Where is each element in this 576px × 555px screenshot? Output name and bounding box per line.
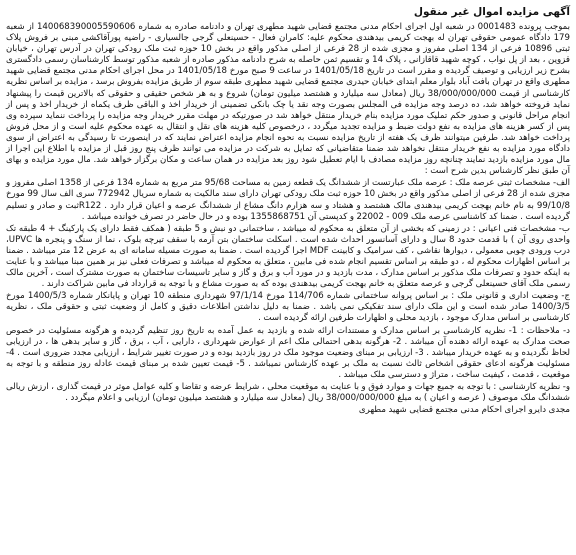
notice-title: آگهی مزایده اموال غیر منقول <box>413 6 570 18</box>
notice-paragraph-remarks: د- ملاحظات : 1- نظریه کارشناسی بر اساس مدارک و مستندات ارائه شده و بازدید به عمل آمده به تاریخ روز تنظیم گردیده و هرگونه مسئولیت در خصوص صحت مدارک به عهده ارائه دهنده آن میباشد . 2- هرگونه بدهی احتمالی ملک اعم از عوارض شهرداری ، دارایی ، آب ، برق ، گاز و سایر بدهی ها ، در ارزیابی لحاظ نگردیده و به عهده خریدار میباشد . 3- ارزیابی بر مبنای وضعیت موجود ملک در روز بازدید بوده و در صورت تغییر شرایط ، ارزیابی مجدد ضروری است . 4- مسئولیت هرگونه ادعای حقوقی اشخاص ثالث نسبت به ملک بر عهده کارشناس نمیباشد . 5- قیمت تعیین شده بر مبنای قیمت عادله روز منطقه و با توجه به موقعیت ، قدمت ، کیفیت ساخت ، متراژ و دسترسی ملک میباشد . <box>6 325 571 380</box>
notice-paragraph-intro: بموجب پرونده 0001483 در شعبه اول اجرای احکام مدنی مجتمع قضایی شهید مطهری تهران و دادنامه صادره به شماره 140068390005590606 از شعبه 179 دادگاه عمومی حقوقی تهران له بهجت کریمی بیدهندی محکوم علیه: کامران فعال - حسینعلی گرجی جالسیاری - راضیه پورآقاکشی مبنی بر فروش پلاک ثبتی 10896 فرعی از 134 اصلی مفروز و مجزی شده از 28 فرعی از اصلی مذکور واقع در بخش 10 حوزه ثبت ملک رودکی تهران در آدرس تهران ، خیابان قزوین ، بعد از پل نواب ، کوچه شهید قاقازانی ، پلاک 14 و تقسیم ثمن حاصله به شرح دادنامه مذکور صادره از شعبه مذکور توسط کارشناسان رسمی دادگستری بشرح زیر ارزیابی و توصیف گردیده و مقرر است در تاریخ 1401/05/18 در ساعت 9 صبح مورخ 1401/05/18 در محل اجرای احکام مدنی مجتمع قضایی شهید مطهری واقع در تهران بافت آباد بلوار معلم ابتدای خیابان حیدری مجتمع قضایی شهید مطهری طبقه سوم از طریق مزایده بفروش برسد ، مزایده بر اساس نظریه کارشناسی از قیمت 38/000/000/000 ریال (معادل سه میلیارد و هشتصد میلیون تومان) شروع و به هر شخص حقیقی و حقوقی که بالاترین قیمت را پیشنهاد نماید فروخته خواهد شد، ده درصد وجه مزایده فی المجلس بصورت وجه نقد یا چک بانکی تضمینی از خریدار اخذ و الباقی ظرف یکماه از خریدار اخذ و پس از انجام مراحل قانونی و صدور حکم تملیک مورد مزایده بنام خریدار منتقل خواهد شد در صورتیکه در مهلت مقرر خریدار وجه مزایده را پرداخت ننماید سپرده وی پس از کسر هزینه های مزایده به نفع دولت ضبط و مزایده تجدید میگردد ، درخصوص کلیه هزینه های نقل و انتقال به عهده محکوم علیه است و از محل فروش پرداخت خواهد شد. طرفین میتوانند ظرف یک هفته از تاریخ مزایده نسبت به نحوه انجام مزایده اعتراض نمایند که در اینصورت تا رسیدگی به اعتراض از سوی دادگاه مورد مزایده به نفع خریدار منتقل نخواهد شد ضمنا متقاضیانی که تمایل به شرکت در مزایده می توانند ظرف پنج روز قبل از مزایده با اطلاع این اجرا از مال مورد مزایده بازدید نمایند چنانچه روز مزایده مصادف با ایام تعطیل شود روز بعد مزایده در همان ساعت و مکان برگزار خواهد شد. مال مورد مزایده و بهای آن طبق نظر کارشناس بدین شرح است : <box>6 22 570 177</box>
notice-paragraph-technical: ب- مشخصات فنی اعیانی : در زمینی که بخشی از آن متعلق به محکوم له میباشد ، ساختمانی دو نبش و 5 طبقه ( همکف فقط دارای یک پارکینگ + 4 طبقه تک واحدی روی آن ) با قدمت حدود 8 سال و دارای آسانسور احداث شده است . اسکلت ساختمان بتن آرمه با سقف تیرچه بلوک ، نما از سنگ و پنجره ها UPVC، درب ورودی چوبی معمولی ، دیوارها نقاشی ، کف سرامیک و کابینت MDF اجرا گردیده است . ضمنا به صورت مسیله سامانه ای به عرض 12 متر میباشد . ضمنا بر اساس اظهارات محکوم له ، دو طبقه بر اساس تقسیم انجام شده فی مابین ، متعلق به محکوم له میباشد و تصرفات فعلی نیز بر همین مبنا میباشد و با عنایت به اینکه حدود و تصرفات ملک مذکور بر اساس مدارک ، مدت بازدید و در مورد آب و برق و گاز و سایر تاسیسات ساختمان به صورت مشترک است ، آخرین مالک رسمی ملک آقای حسینعلی گرجی و عرصه متعلق به خانم بهجت کریمی بیدهندی بوده که به صورت مشاع و با توجه به قرارداد فی مابین شراکت دارند . <box>6 223 570 290</box>
notice-paragraph-registration: الف- مشخصات ثبتی عرصه ملک : عرصه ملک عبارتست از ششدانگ یک قطعه زمین به مساحت 95/68 متر مربع به شماره 134 فرعی از 1358 اصلی مفروز و مجزی شده از 28 فرعی از اصلی مذکور واقع در بخش 10 حوزه ثبت ملک رودکی تهران دارای سند مالکیت به شماره سریال 772942 سری الف سال 99 مورخ 99/10/8 به نام خانم بهجت کریمی بیدهندی مالک هشتصد و هشتاد و سه هزارم دانگ مشاع از ششدانگ عرصه و اعیان قرار دارد . R122ثبت و صادر و تسلیم گردیده است . ضمنا کد کاشناسی عرصه ملک 009 - 22002 و کدپستی آن 1355868751 بوده و در حال حاضر در تصرف خوانده میباشد . <box>6 178 571 222</box>
notice-paragraph-valuation: و- نظریه کارشناسی : با توجه به جمیع جهات و موارد فوق و با عنایت به موقعیت محلی ، شرایط عرضه و تقاضا و کلیه عوامل موثر در قیمت گذاری ، ارزش ریالی ششدانگ ملک موصوف ( عرصه و اعیان ) به مبلغ 38/000/000/000 ریال (معادل سه میلیارد و هشتصد میلیون تومان) ارزیابی و اعلام میگردد . <box>6 382 570 404</box>
notice-signature: مجدی دایرو اجرای احکام مدنی مجتمع قضایی شهید مطهری <box>358 405 570 416</box>
notice-paragraph-legal-status: ج- وضعیت اداری و قانونی ملک : بر اساس پروانه ساختمانی شماره 114/706 مورخ 97/1/14 شهرداری منطقه 10 تهران و پایانکار شماره 1400/5/3 مورخ 1400/3/5 صادر شده است و این ملک دارای سند تفکیکی نمی باشد . ضمنا به دلیل نداشتن اطلاعات دقیق و کامل از وضعیت ثبتی و حقوقی ملک ، نظریه کارشناسی بر اساس مدارک موجود ، بازدید محلی و اظهارات طرفین ارائه گردیده است . <box>6 291 570 324</box>
